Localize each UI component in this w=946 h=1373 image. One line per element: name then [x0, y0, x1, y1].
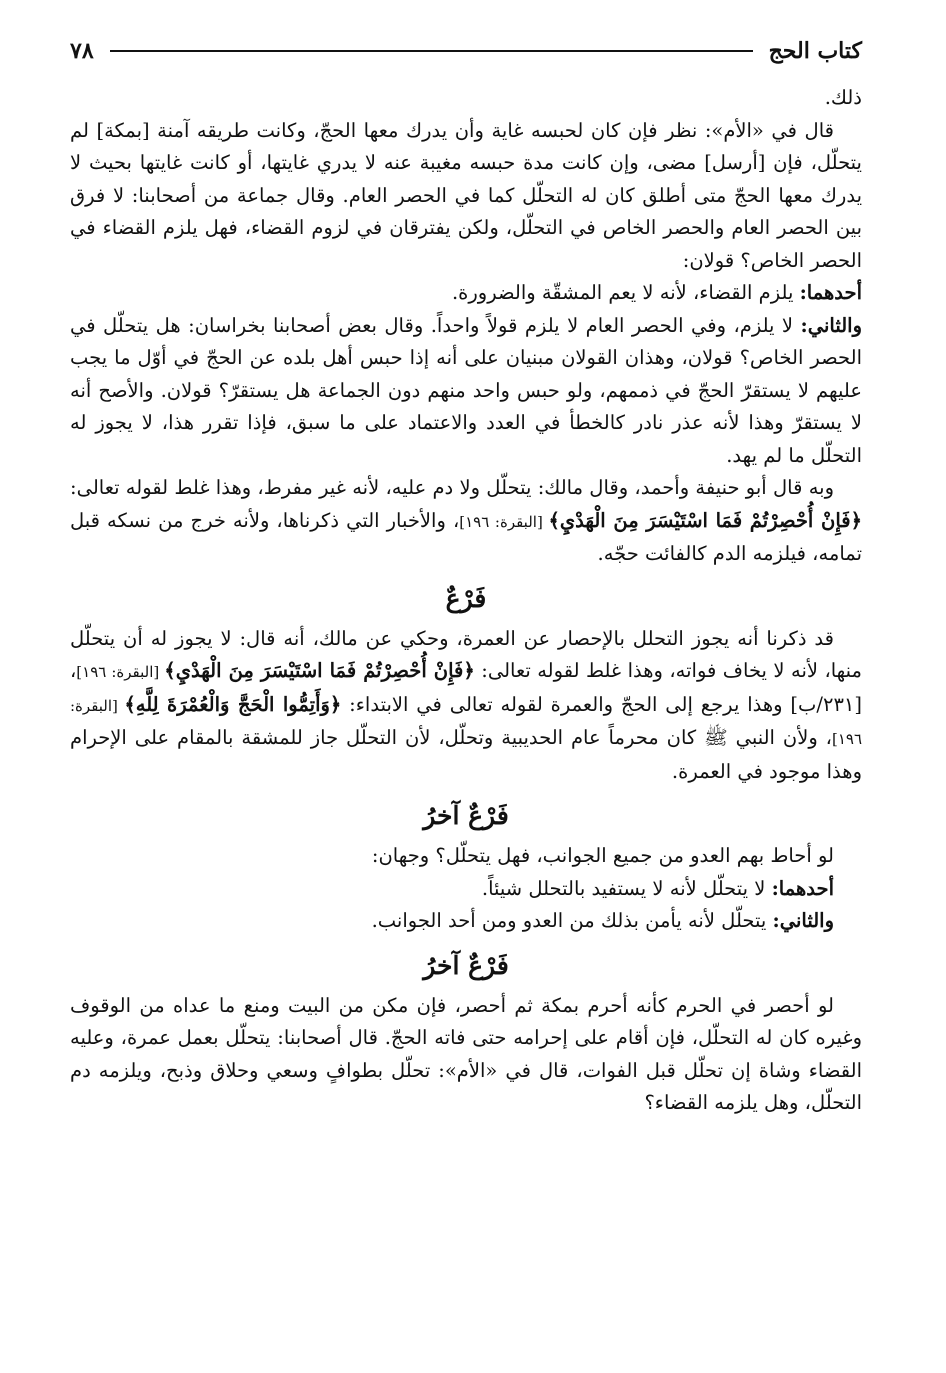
paragraph-text: ، [٢٣١/ب] وهذا يرجع إلى الحجّ والعمرة لقوله تعالى في الابتداء: [70, 659, 862, 716]
paragraph [70, 990, 862, 1120]
paragraph-text: لا يتحلّل لأنه لا يستفيد بالتحلل شيئاً. [481, 876, 772, 900]
page-number: ٧٨ [70, 38, 94, 64]
quran-verse: ﴿فَإِنْ أُحْصِرْتُمْ فَمَا اسْتَيْسَرَ مِنَ الْهَدْيِ﴾ [548, 508, 863, 532]
paragraph-text: قال في «الأم»: نظر فإن كان لحبسه غاية وأن يدرك معها الحجّ، وكانت طريقه آمنة [بمكة] لم يتحلّل، فإن [أرسل] مضى، وإن كانت مدة حبسه مغيبة عنه لا يدري غايتها، أو كانت غايتها بحيث لا يدرك معها الحجّ متى أطلق كان له التحلّل كما في الحصر العام. وقال جماعة من أصحابنا: لا فرق بين الحصر العام والحصر الخاص في التحلّل، ولكن يفترقان في لزوم القضاء، فهل يلزم القضاء في الحصر الخاص؟ قولان: [70, 118, 862, 272]
paragraph [70, 840, 862, 873]
section-heading: فَرْعٌ آخرُ [423, 801, 509, 830]
book-page [70, 30, 862, 1353]
paragraph-text: لا يلزم، وفي الحصر العام لا يلزم قولاً واحداً. وقال بعض أصحابنا بخراسان: هل يتحلّل في الحصر الخاص؟ قولان، وهذان القولان مبنيان على أنه إذا حبس أهل بلده عن الحجّ في أوّل ما يجب عليهم لا يستقرّ الحجّ في ذممهم، ولو حبس واحد منهم دون الجماعة هل يستقرّ؟ قولان. والأصح أنه لا يستقرّ وهذا لأنه عذر نادر كالخطأ في العدد والاعتماد على ما سبق، فإذا تقرر هذا، لا يجوز له التحلّل ما لم يهد. [70, 313, 862, 467]
paragraph-text: ، والأخبار التي ذكرناها، ولأنه خرج من نسكه قبل تمامه، فيلزمه الدم كالفائت حجّه. [70, 508, 862, 565]
running-title: كتاب الحج [768, 38, 862, 64]
paragraph-lead: والثاني: [800, 313, 862, 337]
header-rule [110, 50, 753, 52]
paragraph-text: يتحلّل لأنه يأمن بذلك من العدو ومن أحد الجوانب. [371, 909, 773, 932]
paragraph [70, 82, 862, 115]
paragraph [70, 905, 862, 938]
paragraph-text: يلزم القضاء، لأنه لا يعم المشقّة والضرورة. [451, 281, 800, 304]
paragraph-text: قد ذكرنا أنه يجوز التحلل بالإحصار عن العمرة، وحكي عن مالك، أنه قال: لا يجوز له أن يتحلّل منها، لأنه لا يخاف فواته، وهذا غلط لقوله تعالى: [70, 626, 862, 682]
paragraph [70, 873, 862, 906]
paragraph-text: ذلك. [824, 86, 862, 109]
paragraph [70, 115, 862, 278]
paragraph-text: لو أحصر في الحرم كأنه أحرم بمكة ثم أحصر، فإن مكن من البيت ومنع ما عداه من الوقوف وغيره كان له التحلّل، فإن أقام على إحرامه حتى فاته الحجّ. قال أصحابنا: يتحلّل بعمل عمرة، وعليه القضاء وشاة إن تحلّل قبل الفوات، قال في «الأم»: تحلّل بطوافٍ وسعي وحلاق وذبح، ويلزمه دم التحلّل، وهل يلزمه القضاء؟ [70, 993, 862, 1114]
paragraph-lead: أحدهما: [799, 281, 862, 304]
paragraph-lead: والثاني: [772, 909, 834, 932]
verse-reference: [البقرة: ١٩٦] [76, 663, 165, 681]
body-text [70, 82, 862, 1120]
paragraph-text: ، ولأن النبي ﷺ كان محرماً عام الحديبية وتحلّل، لأن التحلّل جاز للمشقة بالمقام على الإحرام وهذا موجود في العمرة. [70, 726, 862, 783]
verse-reference: [البقرة: ١٩٦] [70, 696, 862, 748]
paragraph-lead: أحدهما: [771, 876, 834, 900]
paragraph-text: وبه قال أبو حنيفة وأحمد، وقال مالك: يتحلّل ولا دم عليه، لأنه غير مفرط، وهذا غلط لقوله تعالى: [70, 476, 834, 499]
paragraph [70, 472, 862, 571]
section-heading: فَرْعٌ [445, 583, 487, 613]
paragraph-text: لو أحاط بهم العدو من جميع الجوانب، فهل يتحلّل؟ وجهان: [371, 844, 834, 867]
section-heading: فَرْعٌ آخرُ [423, 950, 509, 980]
page-header [70, 30, 862, 72]
paragraph [70, 623, 862, 789]
paragraph [70, 310, 862, 473]
quran-verse: ﴿فَإِنْ أُحْصِرْتُمْ فَمَا اسْتَيْسَرَ مِنَ الْهَدْيِ﴾ [164, 659, 475, 682]
verse-reference: [البقرة: ١٩٦] [459, 512, 549, 531]
quran-verse: ﴿وَأَتِمُّوا الْحَجَّ وَالْعُمْرَةَ لِلَّهِ﴾ [124, 692, 342, 716]
paragraph [70, 277, 862, 310]
